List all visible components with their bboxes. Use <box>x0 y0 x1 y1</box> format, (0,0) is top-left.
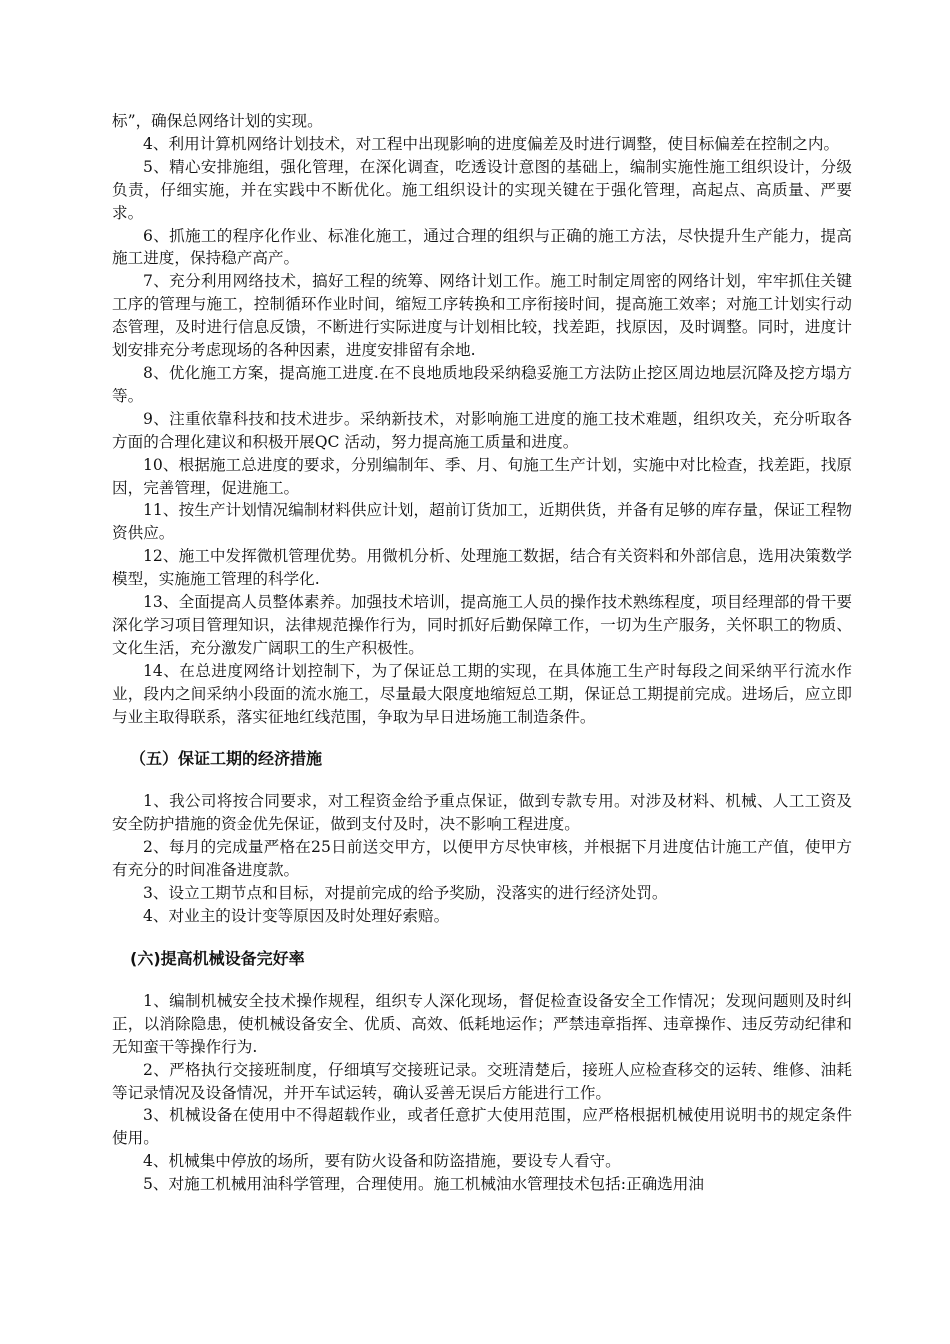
spacer <box>112 770 852 790</box>
schedule-item-4: 4、利用计算机网络计划技术，对工程中出现影响的进度偏差及时进行调整，使目标偏差在控制之内。 <box>143 134 840 153</box>
economic-item-4: 4、对业主的设计变等原因及时处理好索赔。 <box>143 907 450 925</box>
economic-item-1: 1、我公司将按合同要求，对工程资金给予重点保证，做到专款专用。对涉及材料、机械、人工工资及安全防护措施的资金优先保证，做到支付及时，决不影响工程进度。 <box>112 792 852 834</box>
intro-continuation-paragraph: 标”，确保总网络计划的实现。 <box>112 112 323 130</box>
schedule-item-5: 5、精心安排施组，强化管理，在深化调查，吃透设计意图的基础上，编制实施性施工组织设计，分级负责，仔细实施，并在实践中不断优化。施工组织设计的实现关键在于强化管理，高起点、高质量、严要求。 <box>112 157 852 222</box>
spacer <box>112 728 852 748</box>
equipment-item-1: 1、编制机械安全技术操作规程，组织专人深化现场，督促检查设备安全工作情况；发现问题则及时纠正，以消除隐患，使机械设备安全、优质、高效、低耗地运作；严禁违章指挥、违章操作、违反劳动纪律和无知蛮干等操作行为. <box>112 991 852 1056</box>
schedule-item-10: 10、根据施工总进度的要求，分别编制年、季、月、旬施工生产计划，实施中对比检查，找差距，找原因，完善管理，促进施工。 <box>112 455 852 497</box>
spacer <box>112 970 852 990</box>
economic-item-2: 2、每月的完成量严格在25日前送交甲方，以便甲方尽快审核，并根据下月进度估计施工产值，使甲方有充分的时间准备进度款。 <box>112 838 852 880</box>
schedule-measures-list <box>112 133 852 729</box>
schedule-item-14: 14、在总进度网络计划控制下，为了保证总工期的实现，在具体施工生产时每段之间采纳平行流水作业，段内之间采纳小段面的流水施工，尽量最大限度地缩短总工期，保证总工期提前完成。进场后，应立即与业主取得联系，落实征地红线范围，争取为早日进场施工制造条件。 <box>112 661 852 726</box>
equipment-item-5: 5、对施工机械用油科学管理，合理使用。施工机械油水管理技术包括:正确选用油 <box>143 1175 704 1194</box>
equipment-measures-list <box>112 990 852 1196</box>
schedule-item-13: 13、全面提高人员整体素养。加强技术培训，提高施工人员的操作技术熟练程度，项目经理部的骨干要深化学习项目管理知识，法律规范操作行为，同时抓好后勤保障工作，一切为生产服务，关怀职工的物质、文化生活，充分激发广阔职工的生产积极性。 <box>112 593 852 657</box>
schedule-item-6: 6、抓施工的程序化作业、标准化施工，通过合理的组织与正确的施工方法，尽快提升生产能力，提高施工进度，保持稳产高产。 <box>112 226 852 268</box>
economic-measures-list <box>112 790 852 927</box>
schedule-item-9: 9、注重依靠科技和技术进步。采纳新技术，对影响施工进度的施工技术难题，组织攻关，充分听取各方面的合理化建议和积极开展QC 活动，努力提高施工质量和进度。 <box>112 409 852 451</box>
equipment-item-2: 2、严格执行交接班制度，仔细填写交接班记录。交班清楚后，接班人应检查移交的运转、维修、油耗等记录情况及设备情况，并开车试运转，确认妥善无误后方能进行工作。 <box>112 1060 852 1102</box>
schedule-item-11: 11、按生产计划情况编制材料供应计划，超前订货加工，近期供货，并备有足够的库存量，保证工程物资供应。 <box>112 501 852 543</box>
schedule-item-8: 8、优化施工方案，提高施工进度.在不良地质地段采纳稳妥施工方法防止挖区周边地层沉降及挖方塌方等。 <box>112 363 852 405</box>
section-5-heading: （五）保证工期的经济措施 <box>130 749 323 769</box>
equipment-item-4: 4、机械集中停放的场所，要有防火设备和防盗措施，要设专人看守。 <box>143 1152 621 1171</box>
schedule-item-7: 7、充分利用网络技术，搞好工程的统筹、网络计划工作。施工时制定周密的网络计划，牢牢抓住关键工序的管理与施工，控制循环作业时间，缩短工序转换和工序衔接时间，提高施工效率；对施工计划实行动态管理，及时进行信息反馈，不断进行实际进度与计划相比较，找差距，找原因，及时调整。同时，进度计划安排充分考虑现场的各种因素，进度安排留有余地. <box>112 272 852 360</box>
document-page <box>112 110 852 1196</box>
schedule-item-12: 12、施工中发挥微机管理优势。用微机分析、处理施工数据，结合有关资料和外部信息，选用决策数学模型，实施施工管理的科学化. <box>112 547 852 589</box>
section-6-heading: (六)提高机械设备完好率 <box>130 948 305 968</box>
equipment-item-3: 3、机械设备在使用中不得超载作业，或者任意扩大使用范围，应严格根据机械使用说明书的规定条件使用。 <box>112 1106 852 1148</box>
economic-item-3: 3、设立工期节点和目标，对提前完成的给予奖励，没落实的进行经济处罚。 <box>143 884 668 903</box>
spacer <box>112 928 852 948</box>
